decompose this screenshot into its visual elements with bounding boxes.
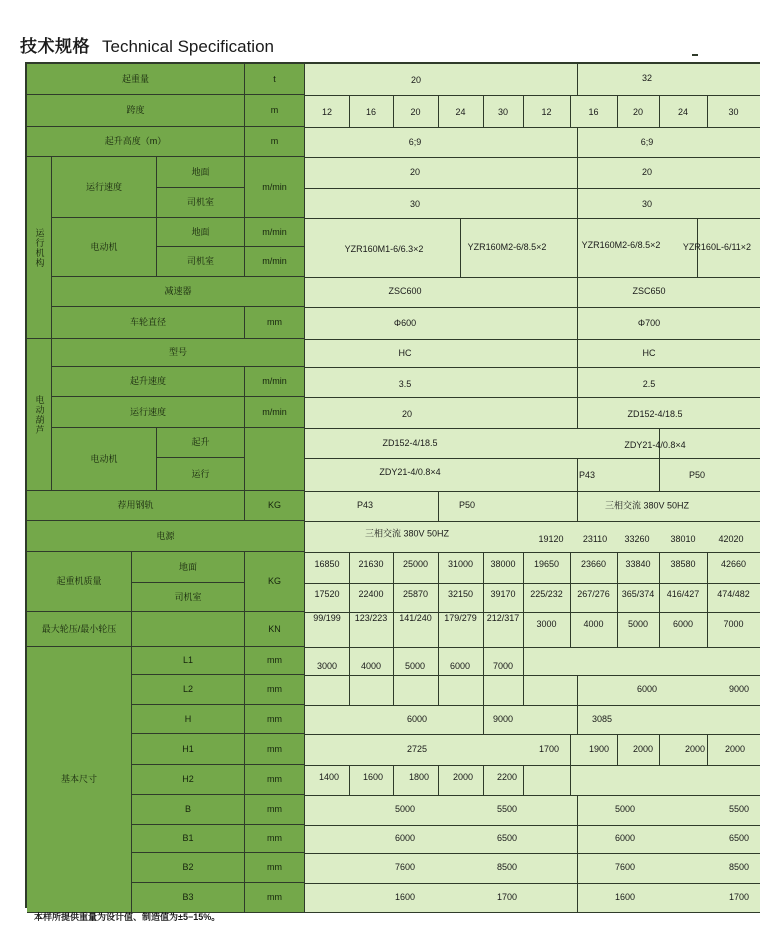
val-lift-a: ZD152-4/18.5 bbox=[382, 438, 438, 448]
grid-line bbox=[570, 552, 571, 647]
grid-line bbox=[523, 647, 524, 705]
val-mass-cab-0: 17520 bbox=[314, 589, 340, 599]
grid-line bbox=[305, 458, 760, 459]
unit-blank bbox=[245, 428, 305, 491]
val-pressure-6: 4000 bbox=[583, 619, 604, 629]
val-ts-cab-a: 30 bbox=[409, 199, 421, 209]
val-mass-ground-0: 16850 bbox=[314, 559, 340, 569]
val-pressure-0: 99/199 bbox=[313, 613, 341, 623]
label-ground: 地面 bbox=[157, 157, 245, 188]
grid-line bbox=[659, 458, 660, 491]
label-basic-size: 基本尺寸 bbox=[27, 647, 132, 913]
val-span-2: 20 bbox=[410, 107, 421, 117]
val-B1-2: 6000 bbox=[614, 833, 636, 843]
grid-line bbox=[523, 765, 524, 795]
unit-m-2: m bbox=[245, 127, 305, 157]
label-dim-3: H1 bbox=[132, 734, 245, 765]
grid-line bbox=[305, 675, 760, 676]
val-B3-0: 1600 bbox=[394, 892, 416, 902]
grid-line bbox=[349, 765, 350, 795]
grid-line bbox=[577, 795, 578, 913]
grid-line bbox=[570, 95, 571, 127]
unit-mm-dim-3: mm bbox=[245, 734, 305, 765]
val-rail-b: P50 bbox=[458, 500, 476, 510]
grid-line bbox=[617, 552, 618, 647]
page-title bbox=[20, 32, 274, 57]
val-mass-cab-6: 267/276 bbox=[577, 589, 610, 599]
label-lift-height: 起升高度（m） bbox=[27, 127, 245, 157]
title-en: Technical Specification bbox=[102, 37, 274, 56]
label-blank bbox=[132, 612, 245, 647]
grid-line bbox=[577, 367, 578, 397]
grid-line bbox=[305, 218, 760, 219]
label-wheel-pressure: 最大轮压/最小轮压 bbox=[27, 612, 132, 647]
grid-line bbox=[305, 307, 760, 308]
val-hs-a: 3.5 bbox=[398, 379, 412, 389]
val-mass-ground-7: 33840 bbox=[625, 559, 651, 569]
grid-line bbox=[707, 734, 708, 765]
val-span-1: 16 bbox=[365, 107, 377, 117]
val-B1-1: 6500 bbox=[496, 833, 518, 843]
title-zh: 技术规格 bbox=[20, 37, 90, 56]
unit-kg-2: KG bbox=[245, 552, 305, 612]
grid-line bbox=[483, 552, 484, 647]
val-mass-extra-2: 33260 bbox=[624, 534, 650, 544]
footnote: 本样所提供重量为设计值、制造值为±5−15%。 bbox=[34, 912, 221, 922]
val-H1-2: 1900 bbox=[588, 744, 610, 754]
unit-kn: KN bbox=[245, 612, 305, 647]
val-motor-0: YZR160M1-6/6.3×2 bbox=[344, 244, 424, 254]
grid-line bbox=[577, 218, 578, 277]
val-run-b: P43 bbox=[578, 470, 596, 480]
grid-line bbox=[393, 647, 394, 705]
val-mass-cab-1: 22400 bbox=[358, 589, 384, 599]
unit-mmin-4: m/min bbox=[245, 367, 305, 397]
grid-line bbox=[305, 428, 760, 429]
label-reducer: 减速器 bbox=[52, 277, 305, 307]
val-pressure-5: 3000 bbox=[536, 619, 557, 629]
val-L1-0: 3000 bbox=[316, 661, 338, 671]
val-wheel-a: Φ600 bbox=[393, 318, 417, 328]
val-H2-2: 1800 bbox=[408, 772, 430, 782]
unit-t: t bbox=[245, 64, 305, 95]
unit-mm-dim-4: mm bbox=[245, 765, 305, 795]
val-H2-0: 1400 bbox=[318, 772, 340, 782]
val-height-b: 6;9 bbox=[640, 137, 654, 147]
val-cap-a: 20 bbox=[410, 75, 422, 85]
grid-line bbox=[577, 127, 578, 157]
val-B2-0: 7600 bbox=[394, 862, 416, 872]
label-cab: 司机室 bbox=[157, 188, 245, 218]
unit-mmin-3: m/min bbox=[245, 247, 305, 277]
label-dim-8: B3 bbox=[132, 883, 245, 913]
grid-line bbox=[707, 95, 708, 127]
val-mass-cab-9: 474/482 bbox=[717, 589, 750, 599]
val-H1-5: 2000 bbox=[724, 744, 746, 754]
unit-mm: mm bbox=[245, 307, 305, 339]
val-lift-b: ZDY21-4/0.8×4 bbox=[624, 440, 686, 450]
val-pressure-4: 212/317 bbox=[486, 613, 520, 623]
label-dim-5: B bbox=[132, 795, 245, 825]
val-pressure-1: 123/223 bbox=[354, 613, 388, 623]
label-motor: 电动机 bbox=[52, 218, 157, 277]
grid-line bbox=[305, 491, 760, 492]
label-dim-0: L1 bbox=[132, 647, 245, 675]
val-span-8: 24 bbox=[677, 107, 689, 117]
label-lift-capacity: 起重量 bbox=[27, 64, 245, 95]
grid-line bbox=[659, 734, 660, 765]
val-run-a: ZDY21-4/0.8×4 bbox=[379, 467, 441, 477]
val-rail-a: P43 bbox=[356, 500, 374, 510]
val-L1-2: 5000 bbox=[404, 661, 426, 671]
val-mass-cab-7: 365/374 bbox=[621, 589, 655, 599]
label-ground-3: 地面 bbox=[132, 552, 245, 583]
grid-line bbox=[577, 64, 578, 95]
val-L2-1: 9000 bbox=[728, 684, 750, 694]
unit-mmin-5: m/min bbox=[245, 397, 305, 428]
val-B2-2: 7600 bbox=[614, 862, 636, 872]
label-power: 电源 bbox=[27, 521, 305, 552]
grid-line bbox=[305, 188, 760, 189]
label-rail: 荐用钢轨 bbox=[27, 491, 245, 521]
val-mass-ground-5: 19650 bbox=[533, 559, 560, 569]
grid-line bbox=[483, 95, 484, 127]
unit-mm-dim-6: mm bbox=[245, 825, 305, 853]
unit-mm-dim-7: mm bbox=[245, 853, 305, 883]
grid-line bbox=[659, 95, 660, 127]
val-model-a: HC bbox=[398, 348, 412, 358]
val-H1-4: 2000 bbox=[684, 744, 706, 754]
val-power-a: 三相交流 380V 50HZ bbox=[364, 528, 450, 539]
val-pressure-2: 141/240 bbox=[399, 613, 432, 623]
val-mass-ground-6: 23660 bbox=[580, 559, 607, 569]
grid-line bbox=[570, 765, 571, 795]
val-height-a: 6;9 bbox=[408, 137, 422, 147]
val-run-c: P50 bbox=[688, 470, 706, 480]
val-mass-cab-8: 416/427 bbox=[666, 589, 700, 599]
val-L1-1: 4000 bbox=[360, 661, 382, 671]
val-B-3: 5500 bbox=[728, 804, 750, 814]
grid-line bbox=[659, 552, 660, 647]
val-span-0: 12 bbox=[321, 107, 333, 117]
label-run: 运行 bbox=[157, 458, 245, 491]
grid-line bbox=[577, 157, 578, 218]
val-pressure-8: 6000 bbox=[672, 619, 694, 629]
val-B2-3: 8500 bbox=[728, 862, 750, 872]
grid-line bbox=[438, 765, 439, 795]
val-B3-1: 1700 bbox=[496, 892, 518, 902]
label-model: 型号 bbox=[52, 339, 305, 367]
unit-mm-dim-0: mm bbox=[245, 647, 305, 675]
val-mass-ground-9: 42660 bbox=[720, 559, 747, 569]
val-mass-cab-5: 225/232 bbox=[530, 589, 563, 599]
val-span-4: 30 bbox=[497, 107, 509, 117]
val-L2-0: 6000 bbox=[636, 684, 658, 694]
label-dim-4: H2 bbox=[132, 765, 245, 795]
val-B3-2: 1600 bbox=[614, 892, 636, 902]
grid-line bbox=[305, 157, 760, 158]
grid-line bbox=[438, 552, 439, 647]
unit-mmin: m/min bbox=[245, 157, 305, 218]
unit-kg: KG bbox=[245, 491, 305, 521]
grid-line bbox=[305, 765, 760, 766]
grid-line bbox=[483, 647, 484, 705]
grid-line bbox=[577, 705, 578, 734]
grid-line bbox=[305, 552, 760, 553]
val-span-5: 12 bbox=[541, 107, 552, 117]
unit-mm-dim-5: mm bbox=[245, 795, 305, 825]
grid-line bbox=[305, 734, 760, 735]
unit-mm-dim-2: mm bbox=[245, 705, 305, 734]
val-mass-cab-3: 32150 bbox=[447, 589, 474, 599]
grid-line bbox=[393, 765, 394, 795]
grid-line bbox=[305, 95, 760, 96]
val-mass-ground-3: 31000 bbox=[447, 559, 474, 569]
grid-line bbox=[577, 397, 578, 428]
val-mass-cab-2: 25870 bbox=[402, 589, 429, 599]
grid-line bbox=[305, 397, 760, 398]
label-cab-3: 司机室 bbox=[132, 583, 245, 612]
unit-mm-dim-1: mm bbox=[245, 675, 305, 705]
label-dim-6: B1 bbox=[132, 825, 245, 853]
val-mass-cab-4: 39170 bbox=[490, 589, 516, 599]
val-reducer-b: ZSC650 bbox=[632, 286, 666, 296]
val-H-0: 6000 bbox=[406, 714, 428, 724]
val-H-2: 3085 bbox=[591, 714, 613, 724]
val-B-0: 5000 bbox=[394, 804, 416, 814]
val-H1-0: 2725 bbox=[406, 744, 428, 754]
grid-line bbox=[577, 277, 578, 339]
grid-line bbox=[523, 552, 524, 647]
grid-line bbox=[523, 95, 524, 127]
val-ts-ground-b: 20 bbox=[641, 167, 653, 177]
label-travel-speed: 运行速度 bbox=[52, 157, 157, 218]
grid-line bbox=[617, 734, 618, 765]
val-mass-extra-1: 23110 bbox=[582, 534, 608, 544]
label-dim-1: L2 bbox=[132, 675, 245, 705]
grid-line bbox=[617, 95, 618, 127]
grid-line bbox=[305, 883, 760, 884]
val-mass-extra-3: 38010 bbox=[670, 534, 696, 544]
grid-line bbox=[393, 552, 394, 647]
val-model-b: HC bbox=[642, 348, 656, 358]
val-H2-1: 1600 bbox=[362, 772, 384, 782]
grid-line bbox=[577, 491, 578, 521]
val-H2-4: 2200 bbox=[496, 772, 518, 782]
label-travel-group: 运行机构 bbox=[27, 157, 52, 339]
unit-m: m bbox=[245, 95, 305, 127]
val-pressure-9: 7000 bbox=[723, 619, 744, 629]
val-B1-0: 6000 bbox=[394, 833, 416, 843]
val-motor-1: YZR160M2-6/8.5×2 bbox=[467, 242, 547, 252]
val-H-1: 9000 bbox=[492, 714, 514, 724]
grid-line bbox=[305, 853, 760, 854]
val-reducer-a: ZSC600 bbox=[388, 286, 422, 296]
grid-line bbox=[349, 552, 350, 647]
val-mass-extra-0: 19120 bbox=[538, 534, 564, 544]
label-lift: 起升 bbox=[157, 428, 245, 458]
grid-line bbox=[438, 491, 439, 521]
grid-line bbox=[349, 647, 350, 705]
unit-mmin-2: m/min bbox=[245, 218, 305, 247]
val-H1-3: 2000 bbox=[632, 744, 654, 754]
grid-line bbox=[305, 825, 760, 826]
grid-line bbox=[570, 734, 571, 765]
label-dim-7: B2 bbox=[132, 853, 245, 883]
val-rs-b: ZD152-4/18.5 bbox=[627, 409, 683, 419]
grid-line bbox=[460, 218, 461, 277]
val-B1-3: 6500 bbox=[728, 833, 750, 843]
grid-line bbox=[305, 367, 760, 368]
val-B-1: 5500 bbox=[496, 804, 518, 814]
val-span-9: 30 bbox=[728, 107, 739, 117]
val-mass-ground-1: 21630 bbox=[358, 559, 384, 569]
val-H1-1: 1700 bbox=[538, 744, 560, 754]
grid-line bbox=[577, 458, 578, 491]
grid-line bbox=[305, 339, 760, 340]
val-ts-cab-b: 30 bbox=[641, 199, 653, 209]
val-rs-a: 20 bbox=[401, 409, 413, 419]
grid-line bbox=[349, 95, 350, 127]
label-hoist-speed: 起升速度 bbox=[52, 367, 245, 397]
unit-mm-dim-8: mm bbox=[245, 883, 305, 913]
grid-line bbox=[438, 95, 439, 127]
label-run-speed: 运行速度 bbox=[52, 397, 245, 428]
val-H2-3: 2000 bbox=[452, 772, 474, 782]
val-mass-extra-4: 42020 bbox=[718, 534, 744, 544]
val-B3-3: 1700 bbox=[728, 892, 750, 902]
grid-line bbox=[305, 583, 760, 584]
val-rail-c: 三相交流 380V 50HZ bbox=[604, 500, 690, 511]
value-area bbox=[305, 64, 760, 913]
val-B2-1: 8500 bbox=[496, 862, 518, 872]
spec-table bbox=[25, 62, 760, 908]
val-B-2: 5000 bbox=[614, 804, 636, 814]
grid-line bbox=[483, 765, 484, 795]
grid-line bbox=[577, 675, 578, 705]
val-span-3: 24 bbox=[455, 107, 466, 117]
label-hoist-group: 电动葫芦 bbox=[27, 339, 52, 491]
grid-line bbox=[305, 127, 760, 128]
val-mass-ground-2: 25000 bbox=[402, 559, 429, 569]
grid-line bbox=[305, 277, 760, 278]
mark-decoration bbox=[692, 54, 698, 56]
val-motor-2: YZR160M2-6/8.5×2 bbox=[581, 240, 661, 250]
label-hoist-motor: 电动机 bbox=[52, 428, 157, 491]
grid-line bbox=[305, 795, 760, 796]
val-wheel-b: Φ700 bbox=[637, 318, 661, 328]
grid-line bbox=[438, 647, 439, 705]
label-ground-2: 地面 bbox=[157, 218, 245, 247]
grid-line bbox=[305, 647, 760, 648]
label-span: 跨度 bbox=[27, 95, 245, 127]
grid-line bbox=[483, 705, 484, 734]
val-hs-b: 2.5 bbox=[642, 379, 656, 389]
val-pressure-7: 5000 bbox=[627, 619, 649, 629]
val-pressure-3: 179/279 bbox=[444, 613, 477, 623]
label-dim-2: H bbox=[132, 705, 245, 734]
grid-line bbox=[393, 95, 394, 127]
val-motor-3: YZR160L-6/11×2 bbox=[682, 242, 752, 252]
val-L1-4: 7000 bbox=[492, 661, 514, 671]
val-mass-ground-4: 38000 bbox=[490, 559, 516, 569]
grid-line bbox=[305, 705, 760, 706]
val-ts-ground-a: 20 bbox=[409, 167, 421, 177]
val-span-6: 16 bbox=[588, 107, 599, 117]
val-cap-b: 32 bbox=[641, 73, 653, 83]
label-wheel-dia: 车轮直径 bbox=[52, 307, 245, 339]
label-cab-2: 司机室 bbox=[157, 247, 245, 277]
val-span-7: 20 bbox=[632, 107, 644, 117]
grid-line bbox=[305, 521, 760, 522]
label-crane-mass: 起重机质量 bbox=[27, 552, 132, 612]
val-mass-ground-8: 38580 bbox=[670, 559, 696, 569]
val-L1-3: 6000 bbox=[449, 661, 471, 671]
grid-line bbox=[707, 552, 708, 647]
